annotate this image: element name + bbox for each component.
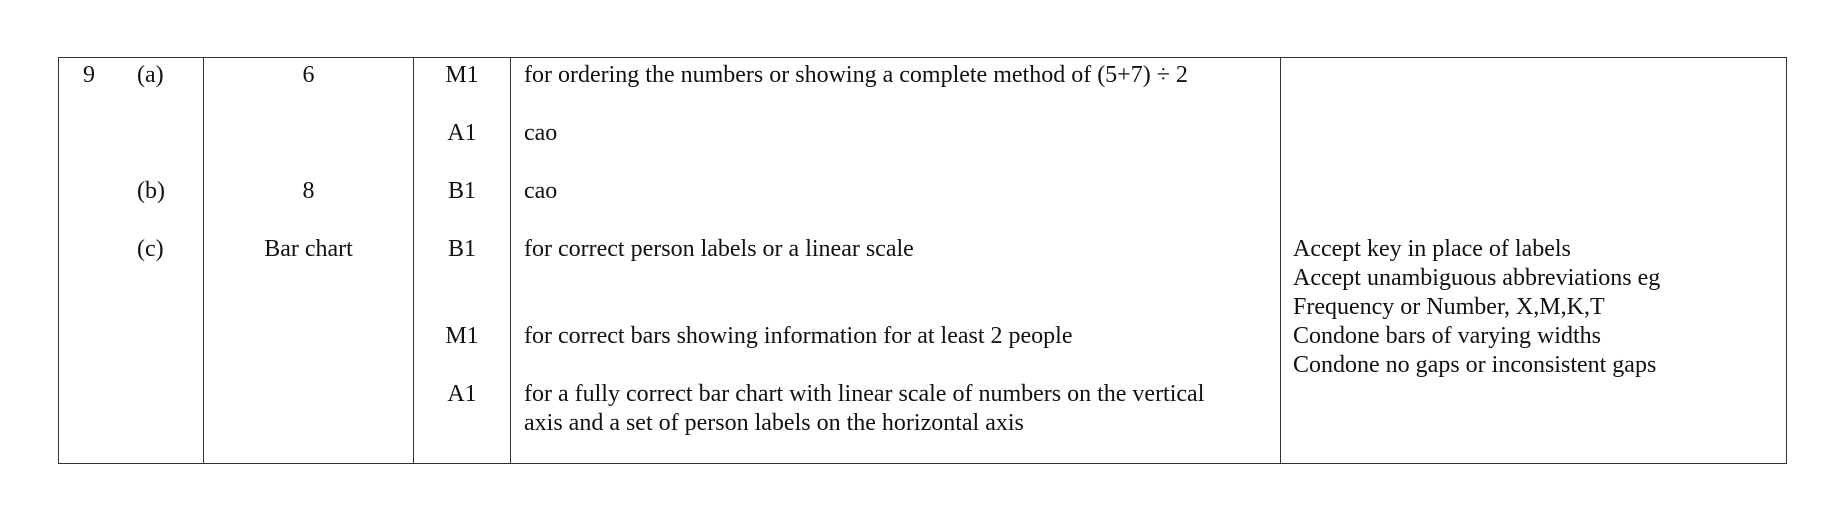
guidance-line: Accept key in place of labels [1293, 236, 1571, 262]
part-label-b: (b) [137, 178, 165, 204]
answer-b: 8 [302, 178, 315, 204]
comment-a-1: for ordering the numbers or showing a complete method of (5+7) ÷ 2 [524, 62, 1188, 88]
comment-c-2: for correct bars showing information for at least 2 people [524, 323, 1073, 349]
mark-c-2: M1 [445, 323, 479, 349]
guidance-line: Condone no gaps or inconsistent gaps [1293, 352, 1657, 378]
comment-c-3-line-1: for a fully correct bar chart with linear scale of numbers on the vertical [524, 381, 1205, 407]
comment-c-3-line-2: axis and a set of person labels on the horizontal axis [524, 410, 1024, 436]
guidance-line: Condone bars of varying widths [1293, 323, 1601, 349]
column-divider [1280, 58, 1281, 463]
mark-scheme-table [58, 57, 1787, 464]
comment-a-2: cao [524, 120, 558, 146]
mark-c-3: A1 [447, 381, 477, 407]
guidance-line: Accept unambiguous abbreviations eg [1293, 265, 1661, 291]
answer-c: Bar chart [264, 236, 353, 262]
comment-b-1: cao [524, 178, 558, 204]
question-number: 9 [83, 62, 95, 88]
guidance-c [1293, 235, 1660, 380]
answer-a: 6 [302, 62, 315, 88]
comment-c-1: for correct person labels or a linear scale [524, 236, 914, 262]
column-divider [510, 58, 511, 463]
mark-a-1: M1 [445, 62, 479, 88]
mark-a-2: A1 [447, 120, 477, 146]
part-label-c: (c) [137, 236, 164, 262]
mark-c-1: B1 [447, 236, 476, 262]
guidance-line: Frequency or Number, X,M,K,T [1293, 294, 1605, 320]
part-label-a: (a) [137, 62, 164, 88]
mark-b-1: B1 [447, 178, 476, 204]
